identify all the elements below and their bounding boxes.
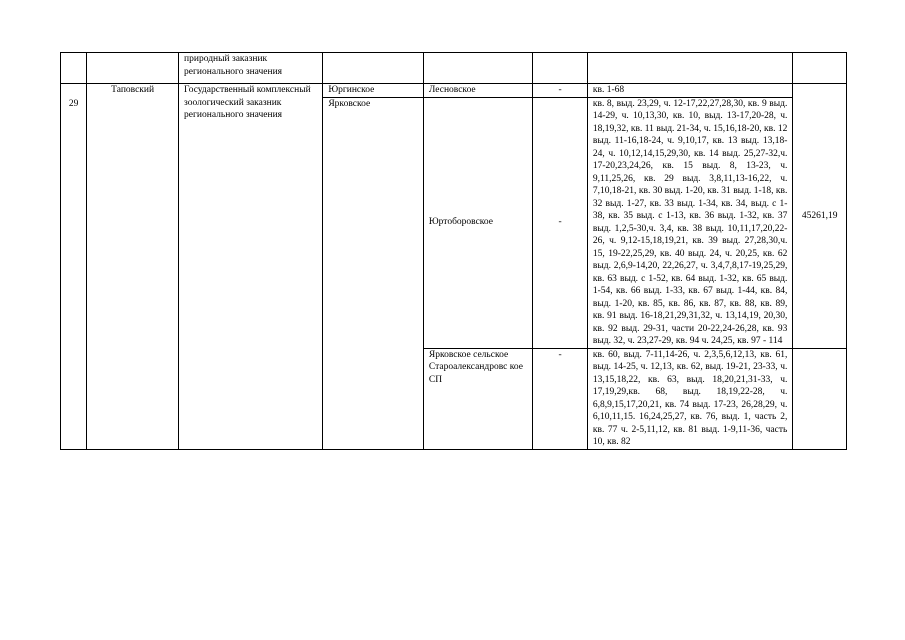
cell-lesnichestvo bbox=[323, 53, 424, 84]
entry-total-area: 45261,19 bbox=[793, 84, 847, 349]
entry-lesnichestvo: Ярковское bbox=[323, 97, 424, 449]
cell-area bbox=[793, 53, 847, 84]
table-row bbox=[61, 84, 847, 98]
cell-area bbox=[793, 348, 847, 449]
cell-district bbox=[87, 53, 179, 84]
entry-urochishche: - bbox=[533, 97, 588, 348]
entry-urochishche: - bbox=[533, 348, 588, 449]
protected-areas-table bbox=[60, 52, 847, 450]
cell-kvartaly bbox=[587, 53, 793, 84]
entry-lesnichestvo: Юргинское bbox=[323, 84, 424, 98]
entry-uchastok: Юртоборовское bbox=[423, 97, 532, 348]
entry-kvartaly: кв. 8, выд. 23,29, ч. 12-17,22,27,28,30, кв. 9 выд. 14-29, ч. 10,13,30, кв. 10, выд. 13-17,20-28, ч. 18,19,32, кв. 11 выд. 21-34, ч. 15,16,18-20, кв. 12 выд. 11-16,18-24, ч. 9,10,17, кв. 13 выд. 13,18-24, ч. 10,12,14,15,29,30, кв. 14 выд. 25,27-32,ч. 17-20,23,24,26, кв. 15 выд. 8, 13-23, ч. 9,11,25,26, кв. 29 выд. 3,8,11,13-16,22, ч. 7,10,18-21, кв. 30 выд. 1-20, кв. 31 выд. 1-18, кв. 32 выд. 1-27, кв. 33 выд. 1-34, кв. 34, выд. с 1-38, кв. 35 выд. с 1-13, кв. 36 выд. 1-32, кв. 37 выд. 1,2,5-30,ч. 3,4, кв. 38 выд. 10,11,17,20,22-26, ч. 9,12-15,18,19,21, кв. 39 выд. 27,28,30,ч. 15, 19-22,25,29, кв. 40 выд. 24, ч. 20,25, кв. 62 выд. 2,6,9-14,20, 22,26,27, ч. 3,4,7,8,17-19,25,29, кв. 63 выд. с 1-52, кв. 64 выд. 1-32, кв. 65 выд. 1-54, кв. 66 выд. 1-33, кв. 67 выд. 1-44, кв. 84, выд. 1-20, кв. 85, кв. 86, кв. 87, кв. 88, кв. 89, кв. 91 выд. 16-18,21,29,31,32, ч. 13,14,19, 20,30, кв. 92 выд. 29-31, части 20-22,24-26,28, кв. 93 выд. 32, ч. 23,27-29, кв. 94 ч. 24,25, кв. 97 - 114 bbox=[587, 97, 793, 348]
cell-uchastok bbox=[423, 53, 532, 84]
cell-urochishche bbox=[533, 53, 588, 84]
cell-category: природный заказник регионального значения bbox=[179, 53, 323, 84]
entry-uchastok: Лесновское bbox=[423, 84, 532, 98]
table-row bbox=[61, 53, 847, 84]
entry-kvartaly: кв. 60, выд. 7-11,14-26, ч. 2,3,5,6,12,13, кв. 61, выд. 14-25, ч. 12,13, кв. 62, выд. 19-21, 23-33, ч. 13,15,18,22, кв. 63, выд. 18,20,21,31-33, ч. 17,19,29,кв. 68, выд. 18,19,22-28, ч. 6,8,9,15,17,20,21, кв. 74 выд. 17-23, 26,28,29, ч. 6,10,11,15. 16,24,25,27, кв. 76, выд. 1, часть 2, кв. 77 ч. 2-5,11,12, кв. 81 выд. 1-9,11-36, часть 10, кв. 82 bbox=[587, 348, 793, 449]
entry-category: Государственный комплексный зоологический заказник регионального значения bbox=[179, 84, 323, 450]
entry-number: 29 bbox=[61, 84, 87, 450]
entry-urochishche: - bbox=[533, 84, 588, 98]
entry-uchastok: Ярковское сельское Староалександровс кое СП bbox=[423, 348, 532, 449]
cell-number bbox=[61, 53, 87, 84]
entry-district: Таповский bbox=[87, 84, 179, 450]
entry-kvartaly: кв. 1-68 bbox=[587, 84, 793, 98]
